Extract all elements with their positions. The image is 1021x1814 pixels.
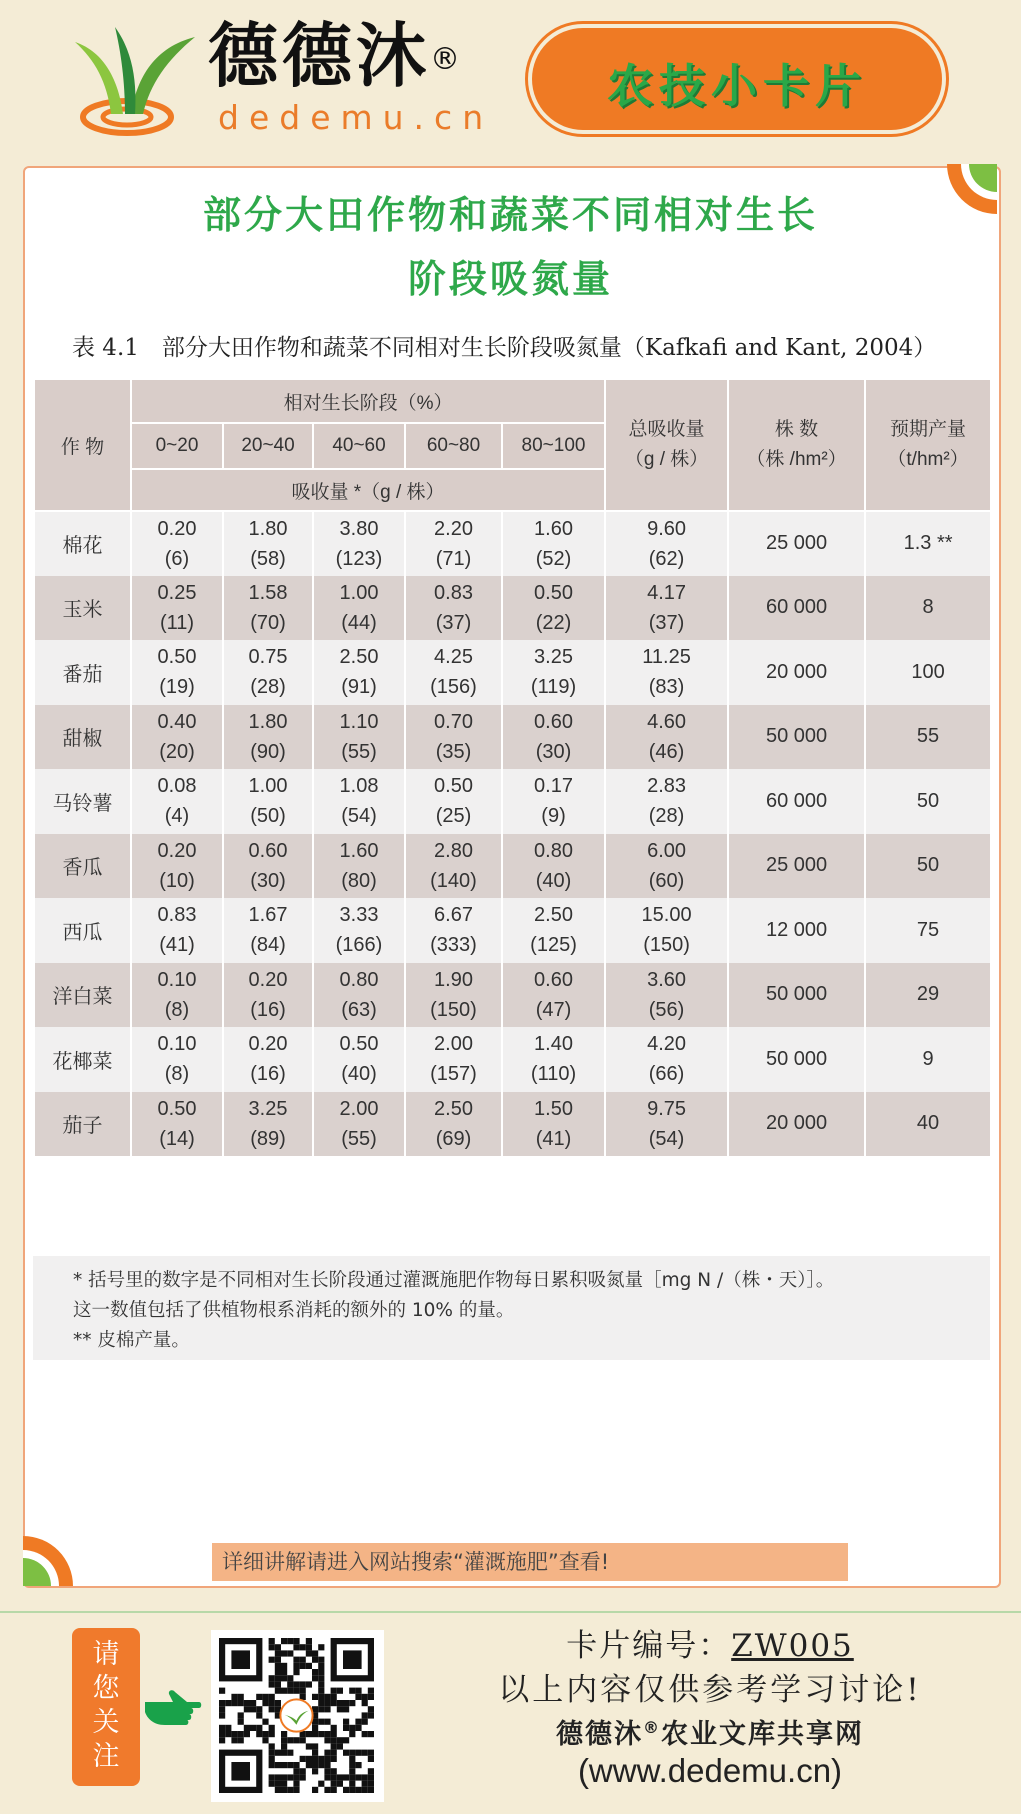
stage-uptake-cell: 1.40 (110) [502,1027,605,1092]
stage-uptake-cell: 2.20 (71) [405,511,502,576]
stage-uptake-cell: 3.25 (89) [223,1092,313,1157]
stage-uptake-cell: 0.25 (11) [131,576,223,641]
site-url[interactable]: (www.dedemu.cn) [577,1752,843,1789]
table-row [34,769,991,834]
expected-yield-cell: 100 [865,640,991,705]
stage-uptake-cell: 1.10 (55) [313,705,405,770]
table-caption: 表 4.1 部分大田作物和蔬菜不同相对生长阶段吸氮量（Kafkafi and Kant, 2004） [72,335,937,361]
crop-name: 棉花 [34,511,131,576]
plant-count-cell: 25 000 [728,834,865,899]
expected-yield-cell: 29 [865,963,991,1028]
crop-name: 香瓜 [34,834,131,899]
crop-name: 玉米 [34,576,131,641]
table-row [34,834,991,899]
total-uptake-cell: 4.60 (46) [605,705,728,770]
page-title: 部分大田作物和蔬菜不同相对生长 [202,193,818,237]
footnote: * 括号里的数字是不同相对生长阶段通过灌溉施肥作物每日累积吸氮量［mg N /（株・天）］。 [73,1270,835,1291]
stage-uptake-cell: 1.60 (52) [502,511,605,576]
stage-header: 0~20 [131,423,223,469]
stage-uptake-cell: 0.17 (9) [502,769,605,834]
total-uptake-header: 总吸收量 （g / 株） [605,379,728,511]
site-name: 德德沐®农业文库共享网 [556,1718,864,1750]
crop-name: 甜椒 [34,705,131,770]
stage-uptake-cell: 0.08 (4) [131,769,223,834]
stage-uptake-cell: 0.50 (19) [131,640,223,705]
brand-name: 德德沐® [208,15,464,97]
stage-header: 40~60 [313,423,405,469]
expected-yield-header: 预期产量 （t/hm²） [865,379,991,511]
expected-yield-cell: 75 [865,898,991,963]
stage-uptake-cell: 0.50 (22) [502,576,605,641]
table-row [34,640,991,705]
stage-uptake-cell: 1.58 (70) [223,576,313,641]
stage-uptake-cell: 0.20 (16) [223,963,313,1028]
plant-count-cell: 50 000 [728,1027,865,1092]
stage-group-header: 相对生长阶段（%） [131,379,605,423]
stage-uptake-cell: 1.90 (150) [405,963,502,1028]
expected-yield-cell: 55 [865,705,991,770]
total-uptake-cell: 3.60 (56) [605,963,728,1028]
stage-header: 20~40 [223,423,313,469]
nitrogen-uptake-table [33,378,992,1156]
plant-count-cell: 25 000 [728,511,865,576]
table-row [34,898,991,963]
stage-uptake-cell: 1.00 (44) [313,576,405,641]
total-uptake-cell: 9.60 (62) [605,511,728,576]
stage-uptake-cell: 2.00 (55) [313,1092,405,1157]
plant-count-cell: 50 000 [728,963,865,1028]
stage-uptake-cell: 1.80 (90) [223,705,313,770]
stage-uptake-cell: 0.20 (6) [131,511,223,576]
crop-name: 番茄 [34,640,131,705]
card-number: 卡片编号：ZW005 [566,1628,854,1664]
crop-name: 茄子 [34,1092,131,1157]
qr-code-icon[interactable] [211,1630,384,1802]
footnote: ** 皮棉产量。 [73,1330,190,1351]
stage-uptake-cell: 0.60 (30) [502,705,605,770]
stage-uptake-cell: 0.40 (20) [131,705,223,770]
stage-uptake-cell: 0.60 (47) [502,963,605,1028]
total-uptake-cell: 9.75 (54) [605,1092,728,1157]
brand-domain: dedemu.cn [218,98,494,137]
stage-uptake-cell: 1.50 (41) [502,1092,605,1157]
stage-uptake-cell: 1.08 (54) [313,769,405,834]
table-row [34,1092,991,1157]
stage-uptake-cell: 0.83 (41) [131,898,223,963]
expected-yield-cell: 9 [865,1027,991,1092]
stage-uptake-cell: 0.70 (35) [405,705,502,770]
disclaimer-text: 以上内容仅供参考学习讨论! [498,1672,922,1708]
search-hint-banner: 详细讲解请进入网站搜索“灌溉施肥”查看! [212,1543,848,1581]
stage-uptake-cell: 0.80 (40) [502,834,605,899]
table-row [34,963,991,1028]
stage-uptake-cell: 4.25 (156) [405,640,502,705]
card-type-badge [532,28,942,130]
stage-uptake-cell: 6.67 (333) [405,898,502,963]
total-uptake-cell: 2.83 (28) [605,769,728,834]
stage-uptake-cell: 0.83 (37) [405,576,502,641]
table-row [34,705,991,770]
plant-count-cell: 50 000 [728,705,865,770]
stage-uptake-cell: 3.25 (119) [502,640,605,705]
expected-yield-cell: 8 [865,576,991,641]
crop-name: 洋白菜 [34,963,131,1028]
stage-uptake-cell: 0.20 (10) [131,834,223,899]
stage-uptake-cell: 2.50 (69) [405,1092,502,1157]
stage-uptake-cell: 2.80 (140) [405,834,502,899]
plant-count-cell: 12 000 [728,898,865,963]
total-uptake-cell: 4.20 (66) [605,1027,728,1092]
table-footnotes [33,1256,990,1360]
table-row [34,511,991,576]
stage-uptake-cell: 3.33 (166) [313,898,405,963]
pointing-hand-icon [143,1688,203,1728]
stage-uptake-cell: 1.80 (58) [223,511,313,576]
footnote: 这一数值包括了供植物根系消耗的额外的 10% 的量。 [73,1300,515,1321]
expected-yield-cell: 40 [865,1092,991,1157]
stage-uptake-cell: 2.50 (125) [502,898,605,963]
stage-uptake-cell: 0.10 (8) [131,963,223,1028]
footer-divider [0,1611,1021,1613]
plant-count-header: 株 数 （株 /hm²） [728,379,865,511]
stage-uptake-cell: 1.00 (50) [223,769,313,834]
sprout-logo-icon [55,22,205,137]
stage-uptake-cell: 0.50 (25) [405,769,502,834]
stage-uptake-cell: 2.50 (91) [313,640,405,705]
stage-uptake-cell: 1.60 (80) [313,834,405,899]
total-uptake-cell: 15.00 (150) [605,898,728,963]
total-uptake-cell: 6.00 (60) [605,834,728,899]
table-row [34,576,991,641]
crop-name: 花椰菜 [34,1027,131,1092]
card-type-label: 农技小卡片 [607,59,867,113]
plant-count-cell: 60 000 [728,769,865,834]
stage-header: 80~100 [502,423,605,469]
expected-yield-cell: 50 [865,834,991,899]
plant-count-cell: 20 000 [728,640,865,705]
follow-us-badge: 请 您 关 注 [72,1628,140,1786]
plant-count-cell: 60 000 [728,576,865,641]
stage-uptake-cell: 0.75 (28) [223,640,313,705]
stage-uptake-cell: 0.20 (16) [223,1027,313,1092]
uptake-unit-header: 吸收量 *（g / 株） [131,469,605,511]
page-title-line2: 阶段吸氮量 [407,257,613,301]
crop-name: 马铃薯 [34,769,131,834]
total-uptake-cell: 4.17 (37) [605,576,728,641]
corner-decoration-icon [23,1536,73,1586]
stage-uptake-cell: 0.80 (63) [313,963,405,1028]
stage-uptake-cell: 3.80 (123) [313,511,405,576]
stage-uptake-cell: 0.50 (40) [313,1027,405,1092]
table-row [34,1027,991,1092]
expected-yield-cell: 50 [865,769,991,834]
expected-yield-cell: 1.3 ** [865,511,991,576]
stage-uptake-cell: 2.00 (157) [405,1027,502,1092]
stage-header: 60~80 [405,423,502,469]
total-uptake-cell: 11.25 (83) [605,640,728,705]
crop-name: 西瓜 [34,898,131,963]
stage-uptake-cell: 0.60 (30) [223,834,313,899]
plant-count-cell: 20 000 [728,1092,865,1157]
stage-uptake-cell: 1.67 (84) [223,898,313,963]
stage-uptake-cell: 0.10 (8) [131,1027,223,1092]
crop-header: 作 物 [34,379,131,511]
stage-uptake-cell: 0.50 (14) [131,1092,223,1157]
